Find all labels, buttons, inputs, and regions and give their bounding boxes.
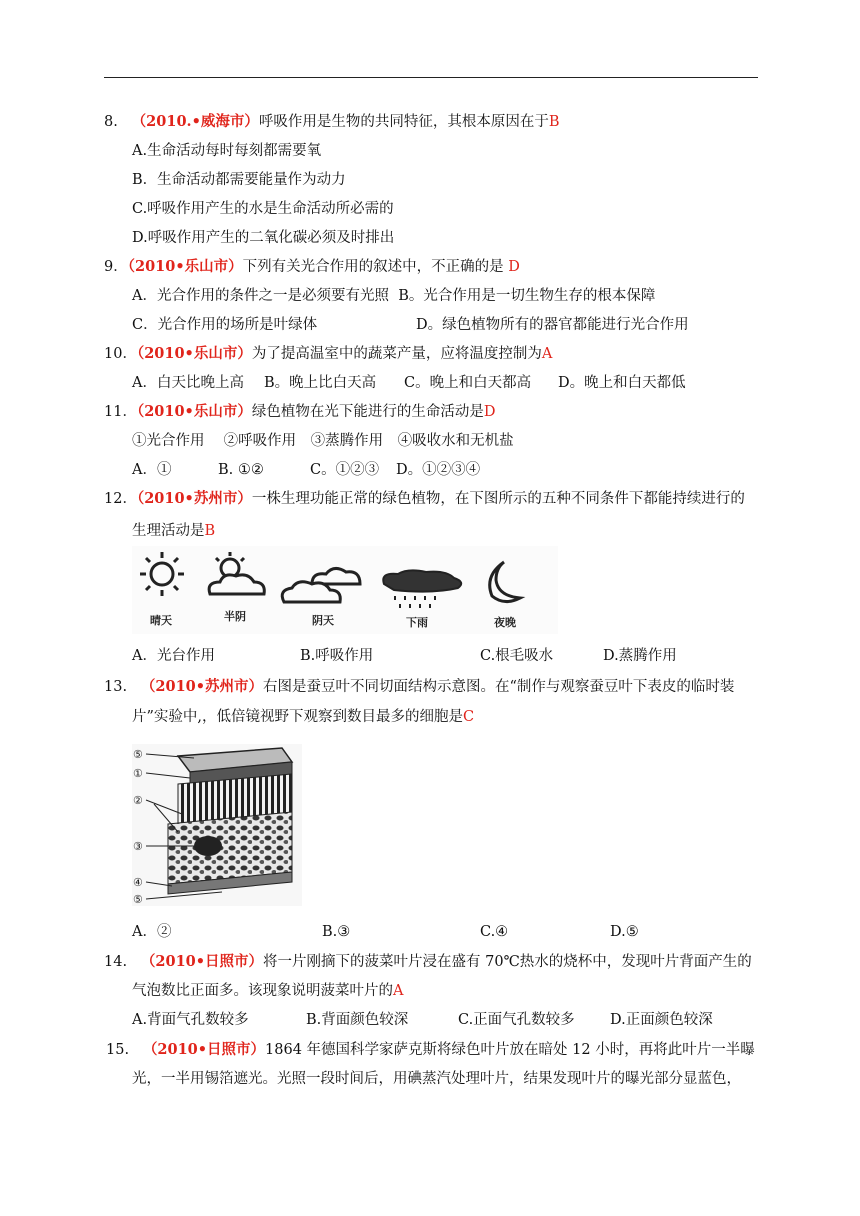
q13-option-b: B.③ bbox=[322, 924, 351, 940]
weather-figure-svg bbox=[132, 546, 558, 634]
label-rain: 下雨 bbox=[406, 616, 428, 629]
q11-option-b: B. ①② bbox=[218, 462, 264, 478]
q8-option-c: C.呼吸作用产生的水是生命活动所必需的 bbox=[132, 201, 394, 217]
q11-option-c: C。①②③ bbox=[310, 462, 380, 478]
question-13-stem-cont: 片”实验中,，低倍镜视野下观察到数目最多的细胞是C bbox=[132, 709, 475, 725]
question-10-stem: 10．（2010•乐山市）为了提高温室中的蔬菜产量，应将温度控制为A bbox=[104, 345, 553, 362]
q9-options-row1: A．光合作用的条件之一是必须要有光照 B。光合作用是一切生物生存的根本保障 bbox=[132, 288, 656, 304]
q12-option-b: B.呼吸作用 bbox=[300, 648, 374, 664]
leaf-label-5-bottom: ⑤ bbox=[133, 893, 143, 906]
q13-option-a: A．② bbox=[132, 924, 172, 940]
leaf-label-3: ③ bbox=[133, 840, 143, 853]
rain-icon bbox=[383, 570, 461, 608]
question-14-stem: 14. （2010•日照市）将一片刚摘下的菠菜叶片浸在盛有 70℃热水的烧杯中，发现叶片背面产生的 bbox=[104, 953, 752, 970]
q8-option-d: D.呼吸作用产生的二氧化碳必须及时排出 bbox=[132, 230, 395, 246]
q9-option-d: D。绿色植物所有的器官都能进行光合作用 bbox=[416, 317, 689, 333]
q14-option-a: A.背面气孔数较多 bbox=[132, 1012, 249, 1028]
label-overcast: 阴天 bbox=[312, 614, 334, 627]
q8-option-a: A.生命活动每时每刻都需要氧 bbox=[132, 143, 322, 159]
cloudy-icon bbox=[282, 568, 360, 602]
q12-option-c: C.根毛吸水 bbox=[480, 648, 554, 664]
leaf-section-svg bbox=[132, 744, 302, 906]
q12-option-a: A．光台作用 bbox=[132, 648, 215, 664]
q14-option-d: D.正面颜色较深 bbox=[610, 1012, 713, 1028]
leaf-label-1: ① bbox=[133, 767, 143, 780]
question-12-stem: 12．（2010•苏州市）一株生理功能正常的绿色植物，在下图所示的五种不同条件下都能持续进行的 bbox=[104, 490, 745, 507]
q13-option-d: D.⑤ bbox=[610, 924, 639, 940]
q11-option-a: A．① bbox=[132, 462, 172, 478]
question-9-stem: 9．（2010•乐山市）下列有关光合作用的叙述中，不正确的是 D bbox=[104, 258, 520, 275]
header-rule bbox=[104, 77, 758, 78]
q12-option-d: D.蒸腾作用 bbox=[603, 648, 677, 664]
moon-icon bbox=[490, 562, 520, 602]
question-12-stem-cont: 生理活动是B bbox=[132, 523, 216, 539]
leaf-label-5-top: ⑤ bbox=[133, 748, 143, 761]
q10-option-b: B。晚上比白天高 bbox=[264, 375, 377, 391]
q11-option-d: D。①②③④ bbox=[396, 462, 481, 478]
question-15-stem: 15. （2010•日照市）1864 年德国科学家萨克斯将绿色叶片放在暗处 12 小时，再将此叶片一半曝 bbox=[106, 1041, 755, 1058]
q10-option-d: D。晚上和白天都低 bbox=[558, 375, 686, 391]
question-8-stem: 8. （2010.•威海市）呼吸作用是生物的共同特征，其根本原因在于B bbox=[104, 113, 560, 130]
q13-option-c: C.④ bbox=[480, 924, 509, 940]
weather-figure bbox=[132, 546, 558, 634]
question-14-stem-cont: 气泡数比正面多。该现象说明菠菜叶片的A bbox=[132, 983, 404, 999]
q9-option-c: C．光合作用的场所是叶绿体 bbox=[132, 317, 318, 333]
question-13-stem: 13. （2010•苏州市）右图是蚕豆叶不同切面结构示意图。在“制作与观察蚕豆叶下表皮的临时装 bbox=[104, 678, 735, 695]
question-15-stem-cont: 光，一半用锡箔遮光。光照一段时间后，用碘蒸汽处理叶片，结果发现叶片的曝光部分显蓝色， bbox=[132, 1071, 741, 1087]
leaf-label-4: ④ bbox=[133, 876, 143, 889]
label-sunny: 晴天 bbox=[150, 614, 172, 627]
q10-option-a: A．白天比晚上高 bbox=[132, 375, 244, 391]
label-half-cloudy: 半阴 bbox=[224, 610, 246, 623]
leaf-section-figure bbox=[132, 744, 302, 906]
sunny-icon bbox=[140, 552, 184, 596]
q14-option-b: B.背面颜色较深 bbox=[306, 1012, 409, 1028]
leaf-label-2: ② bbox=[133, 794, 143, 807]
q11-items: ①光合作用 ②呼吸作用 ③蒸腾作用 ④吸收水和无机盐 bbox=[132, 433, 514, 449]
q10-option-c: C。晚上和白天都高 bbox=[404, 375, 532, 391]
q14-option-c: C.正面气孔数较多 bbox=[458, 1012, 575, 1028]
q8-option-b: B．生命活动都需要能量作为动力 bbox=[132, 172, 346, 188]
partly-cloudy-icon bbox=[209, 552, 264, 594]
label-night: 夜晚 bbox=[494, 616, 516, 629]
question-11-stem: 11．（2010•乐山市）绿色植物在光下能进行的生命活动是D bbox=[104, 403, 496, 420]
